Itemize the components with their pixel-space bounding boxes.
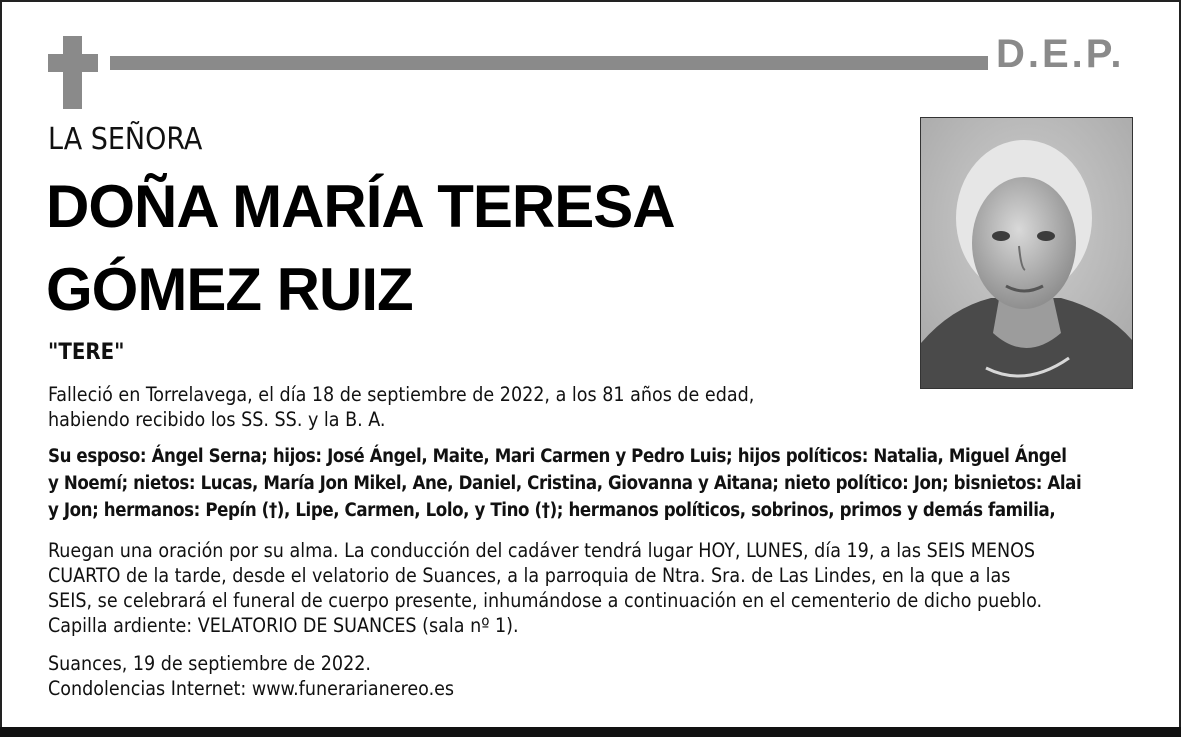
place-date: Suances, 19 de septiembre de 2022. bbox=[48, 652, 371, 675]
family-line-3: y Jon; hermanos: Pepín (†), Lipe, Carmen, Lolo, y Tino (†); hermanos políticos, sobrinos, primos y demás familia, bbox=[48, 500, 1056, 521]
title-prefix: LA SEÑORA bbox=[48, 122, 203, 157]
funeral-line-2: CUARTO de la tarde, desde el velatorio de Suances, a la parroquia de Ntra. Sra. de Las Lindes, en la que a las bbox=[48, 564, 1011, 587]
bottom-border-bar bbox=[0, 727, 1181, 737]
family-line-2: y Noemí; nietos: Lucas, María Jon Mikel, Ane, Daniel, Cristina, Giovanna y Aitana; nieto político: Jon; bisnietos: Alai bbox=[48, 473, 1082, 494]
death-notice-line-1: Falleció en Torrelavega, el día 18 de septiembre de 2022, a los 81 años de edad, bbox=[48, 383, 755, 406]
funeral-line-1: Ruegan una oración por su alma. La conducción del cadáver tendrá lugar HOY, LUNES, día 19, a las SEIS MENOS bbox=[48, 539, 1036, 562]
funeral-line-4: Capilla ardiente: VELATORIO DE SUANCES (sala nº 1). bbox=[48, 614, 519, 637]
header-rule bbox=[110, 56, 988, 70]
portrait-photo bbox=[920, 117, 1133, 389]
death-notice-line-2: habiendo recibido los SS. SS. y la B. A. bbox=[48, 408, 386, 431]
deceased-name-line-2: GÓMEZ RUIZ bbox=[46, 256, 413, 323]
cross-vertical-bar bbox=[63, 36, 82, 109]
cross-horizontal-bar bbox=[48, 54, 98, 72]
nickname: "TERE" bbox=[48, 340, 125, 365]
deceased-name-line-1: DOÑA MARÍA TERESA bbox=[46, 173, 675, 240]
family-line-1: Su esposo: Ángel Serna; hijos: José Ángel, Maite, Mari Carmen y Pedro Luis; hijos políticos: Natalia, Miguel Ángel bbox=[48, 446, 1067, 467]
condolences-link[interactable]: Condolencias Internet: www.funerarianereo.es bbox=[48, 677, 455, 700]
funeral-line-3: SEIS, se celebrará el funeral de cuerpo presente, inhumándose a continuación en el cementerio de dicho pueblo. bbox=[48, 589, 1043, 612]
dep-label: D.E.P. bbox=[996, 32, 1125, 76]
portrait-illustration bbox=[921, 118, 1132, 388]
